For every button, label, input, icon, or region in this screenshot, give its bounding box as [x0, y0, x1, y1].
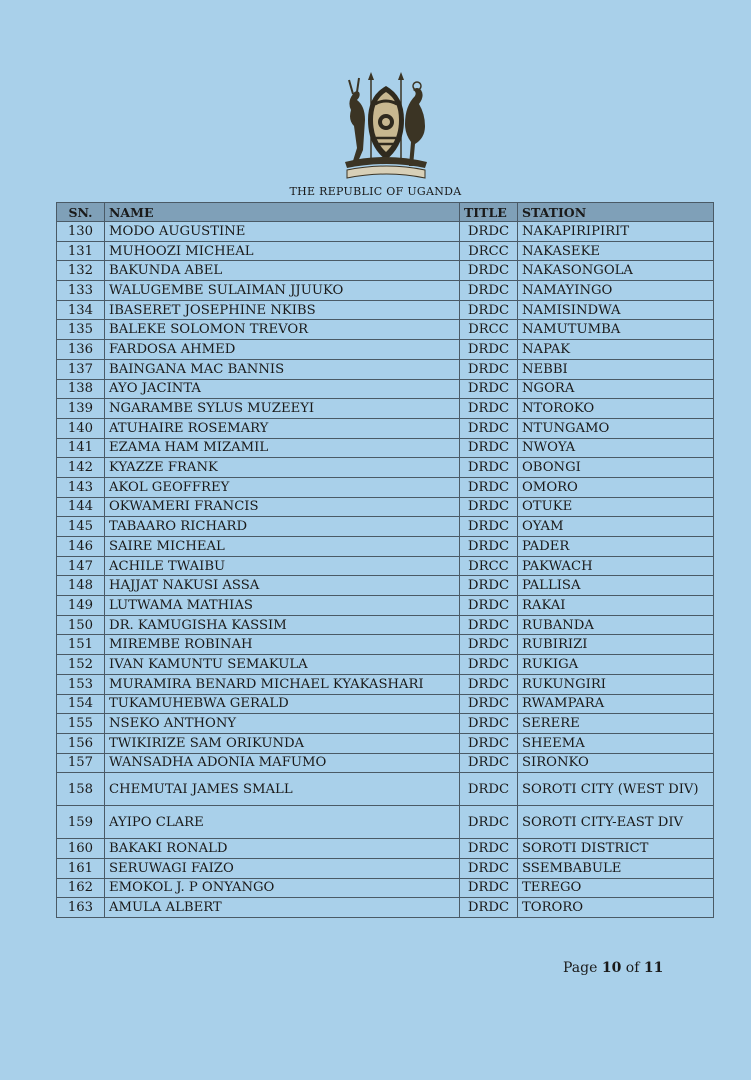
cell-station: OTUKE — [518, 497, 714, 517]
cell-sn: 145 — [57, 517, 105, 537]
cell-sn: 133 — [57, 281, 105, 301]
cell-title: DRDC — [460, 418, 518, 438]
table-row — [57, 359, 714, 379]
cell-title: DRDC — [460, 497, 518, 517]
cell-station: OBONGI — [518, 458, 714, 478]
table-row — [57, 281, 714, 301]
table-row — [57, 399, 714, 419]
cell-station: NWOYA — [518, 438, 714, 458]
cell-sn: 162 — [57, 878, 105, 898]
cell-name: BAKAKI RONALD — [105, 839, 460, 859]
column-header-sn: SN. — [57, 203, 105, 222]
cell-station: RUKIGA — [518, 655, 714, 675]
cell-name: TWIKIRIZE SAM ORIKUNDA — [105, 733, 460, 753]
cell-sn: 159 — [57, 806, 105, 839]
cell-name: AMULA ALBERT — [105, 898, 460, 918]
cell-title: DRDC — [460, 222, 518, 242]
column-header-title: TITLE — [460, 203, 518, 222]
cell-title: DRDC — [460, 537, 518, 557]
cell-sn: 154 — [57, 694, 105, 714]
table-row — [57, 517, 714, 537]
cell-name: IVAN KAMUNTU SEMAKULA — [105, 655, 460, 675]
cell-station: SOROTI CITY-EAST DIV — [518, 806, 714, 839]
table-row — [57, 261, 714, 281]
cell-sn: 160 — [57, 839, 105, 859]
cell-sn: 149 — [57, 596, 105, 616]
cell-name: SERUWAGI FAIZO — [105, 858, 460, 878]
cell-sn: 136 — [57, 340, 105, 360]
cell-title: DRDC — [460, 281, 518, 301]
cell-sn: 157 — [57, 753, 105, 773]
cell-title: DRCC — [460, 556, 518, 576]
cell-sn: 135 — [57, 320, 105, 340]
cell-title: DRDC — [460, 596, 518, 616]
cell-sn: 130 — [57, 222, 105, 242]
cell-sn: 134 — [57, 300, 105, 320]
table-row — [57, 537, 714, 557]
table-row — [57, 596, 714, 616]
page-total: 11 — [643, 960, 664, 976]
cell-sn: 146 — [57, 537, 105, 557]
table-row — [57, 839, 714, 859]
staff-posting-table — [56, 202, 714, 918]
cell-station: NTUNGAMO — [518, 418, 714, 438]
cell-station: RAKAI — [518, 596, 714, 616]
table-row — [57, 878, 714, 898]
cell-title: DRDC — [460, 438, 518, 458]
table-row — [57, 655, 714, 675]
table-row — [57, 858, 714, 878]
cell-sn: 155 — [57, 714, 105, 734]
cell-title: DRDC — [460, 753, 518, 773]
cell-title: DRDC — [460, 655, 518, 675]
cell-station: RUKUNGIRI — [518, 674, 714, 694]
cell-name: OKWAMERI FRANCIS — [105, 497, 460, 517]
cell-name: ATUHAIRE ROSEMARY — [105, 418, 460, 438]
table-row — [57, 340, 714, 360]
cell-station: PADER — [518, 537, 714, 557]
table-row — [57, 477, 714, 497]
cell-name: KYAZZE FRANK — [105, 458, 460, 478]
cell-sn: 163 — [57, 898, 105, 918]
cell-station: SIRONKO — [518, 753, 714, 773]
cell-name: WANSADHA ADONIA MAFUMO — [105, 753, 460, 773]
cell-name: MURAMIRA BENARD MICHAEL KYAKASHARI — [105, 674, 460, 694]
table-row — [57, 222, 714, 242]
cell-sn: 156 — [57, 733, 105, 753]
cell-sn: 147 — [57, 556, 105, 576]
cell-station: SHEEMA — [518, 733, 714, 753]
cell-station: NAPAK — [518, 340, 714, 360]
cell-name: BAKUNDA ABEL — [105, 261, 460, 281]
cell-name: BAINGANA MAC BANNIS — [105, 359, 460, 379]
cell-title: DRDC — [460, 261, 518, 281]
cell-sn: 158 — [57, 773, 105, 806]
table-row — [57, 806, 714, 839]
cell-title: DRDC — [460, 359, 518, 379]
cell-station: NAKASEKE — [518, 241, 714, 261]
cell-title: DRDC — [460, 340, 518, 360]
page-word: Page — [563, 960, 598, 976]
cell-sn: 153 — [57, 674, 105, 694]
cell-title: DRDC — [460, 878, 518, 898]
cell-sn: 161 — [57, 858, 105, 878]
cell-station: PALLISA — [518, 576, 714, 596]
cell-sn: 131 — [57, 241, 105, 261]
cell-name: EMOKOL J. P ONYANGO — [105, 878, 460, 898]
cell-station: TORORO — [518, 898, 714, 918]
cell-station: SERERE — [518, 714, 714, 734]
cell-station: RWAMPARA — [518, 694, 714, 714]
cell-title: DRDC — [460, 674, 518, 694]
cell-title: DRDC — [460, 694, 518, 714]
cell-title: DRDC — [460, 714, 518, 734]
page-indicator — [563, 960, 663, 976]
cell-sn: 137 — [57, 359, 105, 379]
cell-sn: 144 — [57, 497, 105, 517]
cell-sn: 143 — [57, 477, 105, 497]
cell-name: SAIRE MICHEAL — [105, 537, 460, 557]
cell-sn: 139 — [57, 399, 105, 419]
table-row — [57, 458, 714, 478]
cell-name: IBASERET JOSEPHINE NKIBS — [105, 300, 460, 320]
table-body — [57, 222, 714, 918]
cell-name: NGARAMBE SYLUS MUZEEYI — [105, 399, 460, 419]
cell-name: BALEKE SOLOMON TREVOR — [105, 320, 460, 340]
uganda-coat-of-arms-emblem — [333, 70, 439, 182]
cell-station: NAMAYINGO — [518, 281, 714, 301]
cell-title: DRDC — [460, 458, 518, 478]
table-row — [57, 635, 714, 655]
cell-name: AYIPO CLARE — [105, 806, 460, 839]
table-row — [57, 694, 714, 714]
cell-title: DRDC — [460, 379, 518, 399]
cell-title: DRDC — [460, 806, 518, 839]
cell-name: CHEMUTAI JAMES SMALL — [105, 773, 460, 806]
cell-station: PAKWACH — [518, 556, 714, 576]
cell-name: NSEKO ANTHONY — [105, 714, 460, 734]
cell-name: TUKAMUHEBWA GERALD — [105, 694, 460, 714]
cell-station: OMORO — [518, 477, 714, 497]
cell-station: OYAM — [518, 517, 714, 537]
cell-title: DRDC — [460, 898, 518, 918]
table-row — [57, 714, 714, 734]
cell-station: SOROTI DISTRICT — [518, 839, 714, 859]
cell-station: NAMISINDWA — [518, 300, 714, 320]
cell-name: DR. KAMUGISHA KASSIM — [105, 615, 460, 635]
cell-name: MUHOOZI MICHEAL — [105, 241, 460, 261]
cell-sn: 151 — [57, 635, 105, 655]
cell-title: DRDC — [460, 858, 518, 878]
cell-station: NTOROKO — [518, 399, 714, 419]
cell-name: WALUGEMBE SULAIMAN JJUUKO — [105, 281, 460, 301]
table-row — [57, 898, 714, 918]
table-row — [57, 674, 714, 694]
cell-name: AKOL GEOFFREY — [105, 477, 460, 497]
cell-name: LUTWAMA MATHIAS — [105, 596, 460, 616]
cell-station: TEREGO — [518, 878, 714, 898]
cell-station: SOROTI CITY (WEST DIV) — [518, 773, 714, 806]
republic-heading: THE REPUBLIC OF UGANDA — [289, 185, 462, 198]
cell-name: HAJJAT NAKUSI ASSA — [105, 576, 460, 596]
cell-title: DRDC — [460, 517, 518, 537]
cell-title: DRDC — [460, 300, 518, 320]
cell-title: DRDC — [460, 733, 518, 753]
of-word: of — [625, 960, 640, 976]
cell-station: SSEMBABULE — [518, 858, 714, 878]
cell-name: AYO JACINTA — [105, 379, 460, 399]
table-row — [57, 753, 714, 773]
cell-name: EZAMA HAM MIZAMIL — [105, 438, 460, 458]
cell-title: DRDC — [460, 399, 518, 419]
table-row — [57, 576, 714, 596]
cell-station: NAKAPIRIPIRIT — [518, 222, 714, 242]
cell-sn: 142 — [57, 458, 105, 478]
table-row — [57, 556, 714, 576]
cell-name: ACHILE TWAIBU — [105, 556, 460, 576]
cell-title: DRDC — [460, 773, 518, 806]
cell-title: DRDC — [460, 615, 518, 635]
cell-sn: 141 — [57, 438, 105, 458]
cell-sn: 140 — [57, 418, 105, 438]
table-header-row — [57, 203, 714, 222]
cell-title: DRCC — [460, 241, 518, 261]
table-row — [57, 418, 714, 438]
table-row — [57, 615, 714, 635]
cell-sn: 148 — [57, 576, 105, 596]
table-row — [57, 733, 714, 753]
cell-sn: 150 — [57, 615, 105, 635]
cell-station: NAKASONGOLA — [518, 261, 714, 281]
table-row — [57, 379, 714, 399]
cell-title: DRDC — [460, 635, 518, 655]
cell-name: MODO AUGUSTINE — [105, 222, 460, 242]
column-header-station: STATION — [518, 203, 714, 222]
cell-station: RUBANDA — [518, 615, 714, 635]
table-row — [57, 300, 714, 320]
table-row — [57, 438, 714, 458]
cell-title: DRDC — [460, 477, 518, 497]
column-header-name: NAME — [105, 203, 460, 222]
cell-title: DRDC — [460, 839, 518, 859]
table-row — [57, 773, 714, 806]
cell-name: FARDOSA AHMED — [105, 340, 460, 360]
cell-station: NGORA — [518, 379, 714, 399]
cell-station: NAMUTUMBA — [518, 320, 714, 340]
cell-name: TABAARO RICHARD — [105, 517, 460, 537]
cell-title: DRDC — [460, 576, 518, 596]
table-row — [57, 241, 714, 261]
cell-station: RUBIRIZI — [518, 635, 714, 655]
cell-name: MIREMBE ROBINAH — [105, 635, 460, 655]
cell-sn: 138 — [57, 379, 105, 399]
cell-sn: 152 — [57, 655, 105, 675]
page-current: 10 — [601, 960, 622, 976]
cell-title: DRCC — [460, 320, 518, 340]
table-row — [57, 320, 714, 340]
cell-station: NEBBI — [518, 359, 714, 379]
cell-sn: 132 — [57, 261, 105, 281]
table-row — [57, 497, 714, 517]
